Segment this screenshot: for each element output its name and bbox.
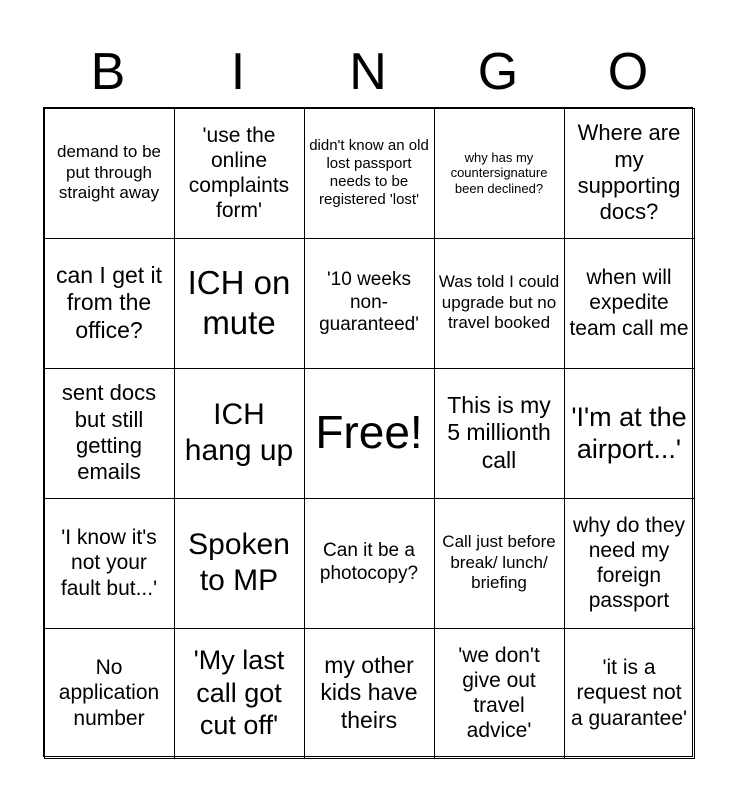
bingo-cell[interactable]: 'we don't give out travel advice' — [434, 628, 565, 759]
bingo-cell[interactable]: 'I know it's not your fault but...' — [44, 498, 175, 629]
bingo-cell[interactable]: can I get it from the office? — [44, 238, 175, 369]
header-letter-g: G — [477, 43, 519, 101]
bingo-cell[interactable]: when will expedite team call me — [564, 238, 695, 369]
bingo-cell[interactable]: why do they need my foreign passport — [564, 498, 695, 629]
bingo-cell[interactable]: Can it be a photocopy? — [304, 498, 435, 629]
bingo-cell[interactable]: 'it is a request not a guarantee' — [564, 628, 695, 759]
bingo-cell[interactable]: This is my 5 millionth call — [434, 368, 565, 499]
bingo-cell[interactable]: Where are my supporting docs? — [564, 108, 695, 239]
bingo-cell[interactable]: No application number — [44, 628, 175, 759]
bingo-cell[interactable]: Spoken to MP — [174, 498, 305, 629]
bingo-cell[interactable]: didn't know an old lost passport needs to be registered 'lost' — [304, 108, 435, 239]
bingo-cell[interactable]: Was told I could upgrade but no travel booked — [434, 238, 565, 369]
bingo-cell[interactable]: ICH on mute — [174, 238, 305, 369]
header-letter-b: B — [90, 43, 126, 101]
bingo-cell[interactable]: ICH hang up — [174, 368, 305, 499]
header-letter-o: O — [607, 43, 649, 101]
bingo-cell[interactable]: why has my countersignature been declined? — [434, 108, 565, 239]
bingo-cell[interactable]: 'My last call got cut off' — [174, 628, 305, 759]
bingo-cell[interactable]: 'I'm at the airport...' — [564, 368, 695, 499]
header-letter-i: I — [230, 43, 246, 101]
bingo-grid — [43, 107, 693, 757]
bingo-cell[interactable]: '10 weeks non-guaranteed' — [304, 238, 435, 369]
free-cell[interactable]: Free! — [304, 368, 435, 499]
bingo-cell[interactable]: my other kids have theirs — [304, 628, 435, 759]
bingo-cell[interactable]: sent docs but still getting emails — [44, 368, 175, 499]
header-letter-n: N — [349, 43, 387, 101]
bingo-header — [43, 42, 693, 102]
bingo-cell[interactable]: Call just before break/ lunch/ briefing — [434, 498, 565, 629]
bingo-cell[interactable]: 'use the online complaints form' — [174, 108, 305, 239]
bingo-cell[interactable]: demand to be put through straight away — [44, 108, 175, 239]
